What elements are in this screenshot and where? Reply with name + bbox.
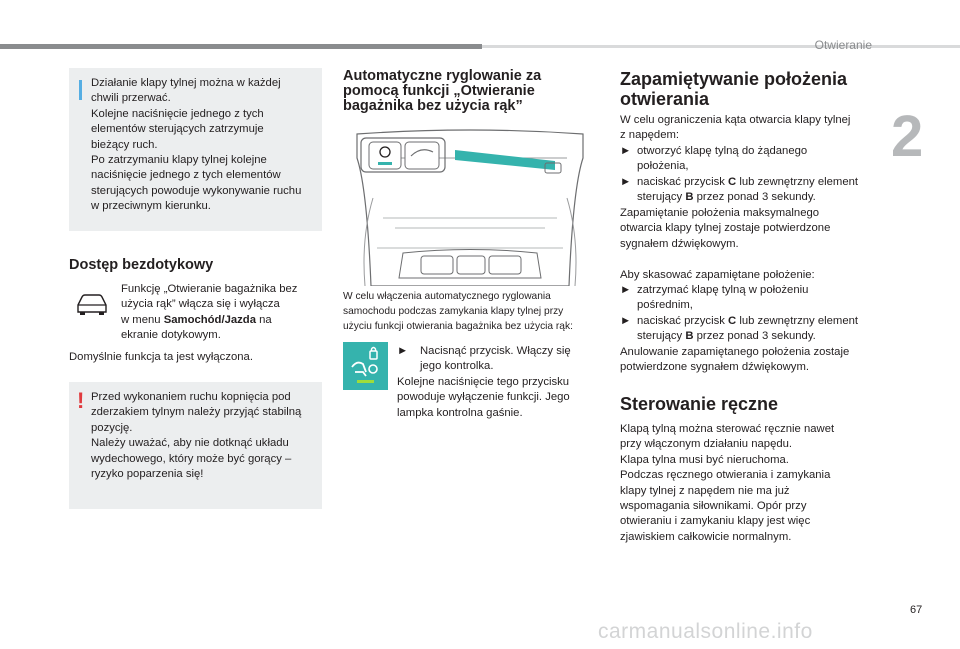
manual-heading: Sterowanie ręczne xyxy=(620,394,779,414)
reset-item-2-e: przez ponad 3 sekundy. xyxy=(693,330,816,343)
bullet-icon: ► xyxy=(620,315,632,327)
warning-note-text: Przed wykonaniem ruchu kopnięcia pod zderzakiem tylnym należy przyjąć stabilną pozycję. Należy uważać, aby nie dotknąć układu wydechowego, który może być gorący – ryzyko poparzenia się! xyxy=(91,391,302,481)
memory-item-2 xyxy=(637,175,882,206)
chapter-number: 2 xyxy=(891,104,924,169)
header-bar xyxy=(0,44,482,49)
trunk-illustration xyxy=(343,128,597,286)
button-c-label: C xyxy=(728,176,737,188)
memory-heading: Zapamiętywanie położenia otwierania xyxy=(620,69,848,109)
autolock-step: Nacisnąć przycisk. Włączy się jego kontrolka. xyxy=(420,345,571,373)
keyless-text-a: Funkcję „Otwieranie bagażnika bez użycia rąk” włącza się i wyłącza w menu xyxy=(121,283,298,326)
bullet-icon: ► xyxy=(620,145,632,157)
control-b-label: B xyxy=(685,330,694,343)
memory-item-2-a: naciskać przycisk xyxy=(637,176,729,188)
car-icon xyxy=(75,293,109,315)
watermark: carmanualsonline.info xyxy=(598,620,813,643)
keyless-text-b: na ekranie dotykowym. xyxy=(121,313,272,342)
reset-item-2 xyxy=(637,314,882,345)
bullet-icon: ► xyxy=(620,176,632,188)
header-bar-light xyxy=(482,45,960,48)
info-icon xyxy=(79,80,82,100)
autolock-caption: W celu włączenia automatycznego ryglowania samochodu podczas zamykania klapy tylnej przy użyciu funkcji otwierania bagażnika bez użycia rąk: xyxy=(343,291,573,332)
keyless-heading: Dostęp bezdotykowy xyxy=(69,257,214,273)
warning-icon: ! xyxy=(77,388,85,413)
bullet-icon: ► xyxy=(397,345,409,357)
default-text: Domyślnie funkcja ta jest wyłączona. xyxy=(69,351,253,363)
info-note-text: Działanie klapy tylnej można w każdej chwili przerwać. Kolejne naciśnięcie jednego z tych elementów sterujących zatrzymuje bieżący ruch. Po zatrzymaniu klapy tylnej kolejne naciśnięcie jednego z tych elementów sterujących powoduje wykonywanie ruchu w przeciwnym kierunku. xyxy=(91,77,302,213)
reset-item-1: zatrzymać klapę tylną w położeniu pośrednim, xyxy=(637,284,809,312)
chapter-title: Otwieranie xyxy=(814,38,872,52)
cancel-confirm: Anulowanie zapamiętanego położenia zostaje potwierdzone sygnałem dźwiękowym. xyxy=(620,346,850,374)
page-number: 67 xyxy=(910,604,923,616)
autolock-button-icon xyxy=(343,342,388,390)
reset-item-2-a: naciskać przycisk xyxy=(637,315,729,327)
keyless-text xyxy=(121,282,321,344)
control-b-label: B xyxy=(685,191,694,204)
memory-item-2-e: przez ponad 3 sekundy. xyxy=(693,191,816,204)
autolock-heading: Automatyczne ryglowanie za pomocą funkcji „Otwieranie bagażnika bez użycia rąk” xyxy=(343,68,542,114)
memory-confirm: Zapamiętanie położenia maksymalnego otwarcia klapy tylnej zostaje potwierdzone sygnałem dźwiękowym. xyxy=(620,207,831,250)
reset-intro: Aby skasować zapamiętane położenie: xyxy=(620,269,815,281)
menu-name: Samochód/Jazda xyxy=(163,313,256,326)
memory-intro: W celu ograniczenia kąta otwarcia klapy tylnej z napędem: xyxy=(620,114,851,142)
manual-text: Klapą tylną można sterować ręcznie nawet przy włączonym działaniu napędu. Klapa tylna musi być nieruchoma. Podczas ręcznego otwierania i zamykania klapy tylnej z napędem nie ma już wspomagania siłownikami. Opór przy otwieraniu i zamykaniu klapy jest więc zjawiskiem całkowicie normalnym. xyxy=(620,423,835,543)
bullet-icon: ► xyxy=(620,284,632,296)
button-c-label: C xyxy=(728,315,737,327)
memory-item-1: otworzyć klapę tylną do żądanego położenia, xyxy=(637,145,808,173)
reset-item-2-m: lub zewnętrzny element sterujący xyxy=(637,315,859,343)
memory-item-2-m: lub zewnętrzny element sterujący xyxy=(637,176,859,204)
autolock-followup: Kolejne naciśnięcie tego przycisku powoduje wyłączenie funkcji. Jego lampka kontrolna gaśnie. xyxy=(397,376,570,419)
